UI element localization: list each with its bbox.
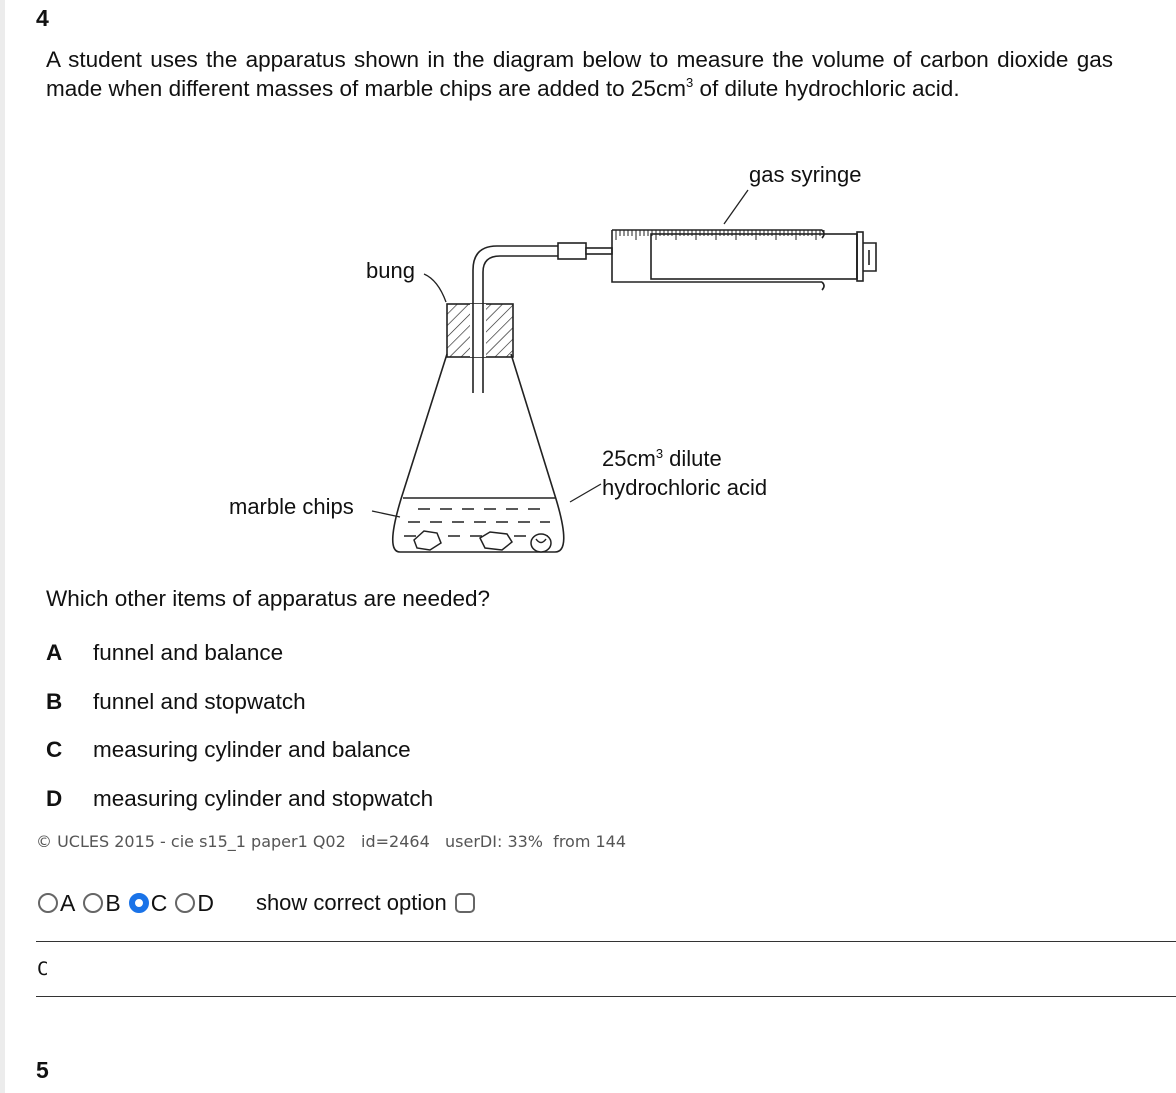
option-letter: D [46,786,63,811]
option-text: funnel and stopwatch [93,689,306,714]
question-prompt: Which other items of apparatus are needed? [46,586,491,611]
bung-drawing [447,304,513,357]
radio-label: A [60,889,76,916]
label-bung: bung [366,258,415,283]
show-correct-toggle[interactable] [256,890,475,916]
stem-text-1: A student uses the apparatus shown in the diagram below to measure the volume of carbon dioxide gas made when different masses of marble chips are added to 25 [46,47,1113,101]
option-b [46,689,306,715]
label-marble-chips: marble chips [229,494,354,519]
tube-connector [558,243,612,259]
radio-label: B [105,889,121,916]
option-text: funnel and balance [93,640,284,665]
answer-output: C [37,958,49,980]
copyright-line: © UCLES 2015 - cie s15_1 paper1 Q02 id=2464 userDI: 33% from 144 [36,832,627,851]
apparatus-diagram [0,150,900,575]
radio-circle-icon[interactable] [38,893,58,913]
next-question-number: 5 [36,1057,49,1083]
question-stem [46,46,1113,106]
stem-unit: cm [655,75,686,101]
option-d [46,786,433,812]
radio-option-c[interactable] [129,890,168,917]
divider-bottom [36,996,1176,997]
radio-option-b[interactable] [83,890,120,917]
stem-unit-superscript: 3 [685,74,694,90]
radio-circle-icon[interactable] [83,893,103,913]
divider-top [36,941,1176,942]
label-acid-line1 [602,446,722,475]
acid-volume-unit: cm [626,446,656,471]
label-acid-line2: hydrochloric acid [602,475,768,500]
acid-volume-number: 25 [602,446,627,471]
stem-text-2: of dilute hydrochloric acid. [693,75,960,101]
option-a [46,640,283,666]
radio-label: D [197,889,214,916]
option-letter: C [46,737,63,762]
radio-option-d[interactable] [175,890,214,917]
option-text: measuring cylinder and stopwatch [93,786,434,811]
marble-chips-drawing [414,531,551,552]
option-letter: B [46,689,63,714]
option-c [46,737,411,763]
show-correct-label: show correct option [255,890,447,915]
radio-circle-icon[interactable] [175,893,195,913]
option-text: measuring cylinder and balance [93,737,411,762]
acid-label-rest: dilute [663,446,722,471]
label-gas-syringe: gas syringe [749,162,862,187]
checkbox-icon[interactable] [455,893,475,913]
radio-option-a[interactable] [38,890,75,917]
answer-selector [38,884,475,922]
question-number: 4 [36,5,49,31]
radio-label: C [150,889,168,916]
option-letter: A [46,640,63,665]
apparatus-drawing [0,150,900,570]
gas-syringe-drawing [612,230,876,290]
acid-volume-superscript: 3 [655,446,664,461]
syringe-scale [616,230,824,240]
radio-circle-selected-icon[interactable] [129,893,149,913]
